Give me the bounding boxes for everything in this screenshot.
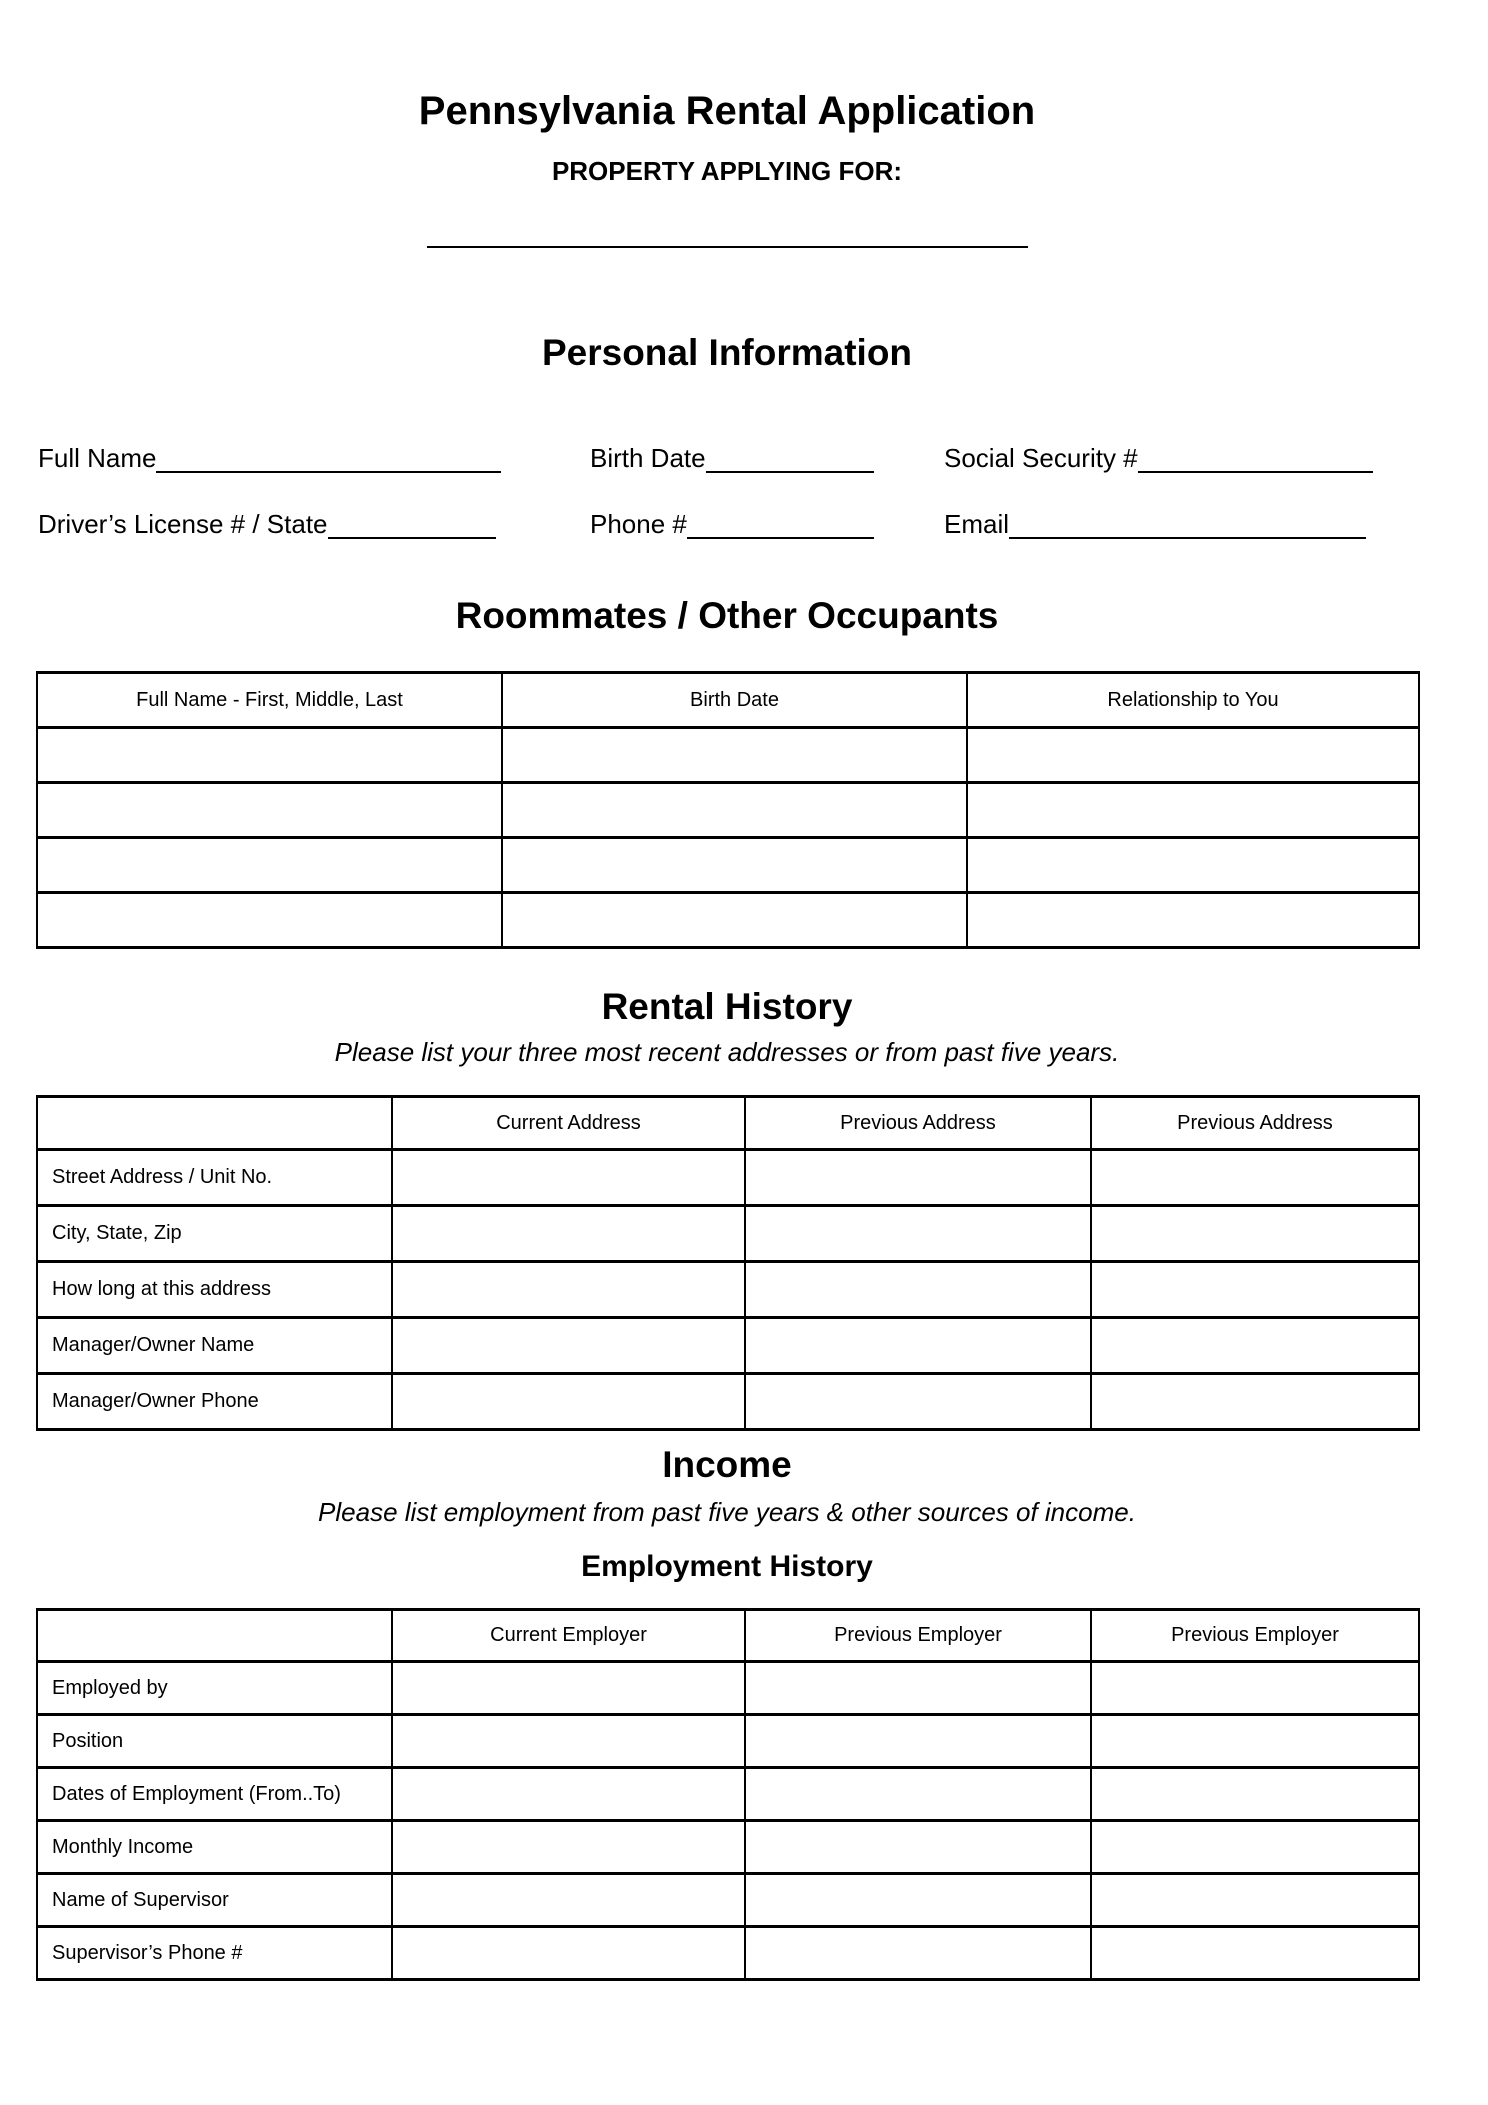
empty-fill-in-cell	[392, 1662, 745, 1715]
empty-fill-in-cell	[745, 1662, 1091, 1715]
column-header-cell: Previous Address	[745, 1097, 1091, 1150]
empty-fill-in-cell	[745, 1374, 1091, 1430]
row-label-cell: Manager/Owner Phone	[37, 1374, 392, 1430]
social-security-label: Social Security #	[944, 443, 1138, 473]
drivers-license-field	[38, 507, 496, 539]
empty-fill-in-cell	[745, 1927, 1091, 1980]
empty-fill-in-cell	[745, 1206, 1091, 1262]
row-label-cell: Supervisor’s Phone #	[37, 1927, 392, 1980]
rental-history-table	[36, 1095, 1420, 1431]
section-heading-roommates: Roommates / Other Occupants	[455, 595, 999, 636]
empty-fill-in-cell	[392, 1318, 745, 1374]
empty-fill-in-cell	[745, 1150, 1091, 1206]
empty-fill-in-cell	[1091, 1821, 1419, 1874]
employment-history-table	[36, 1608, 1420, 1981]
section-heading-personal-information: Personal Information	[541, 332, 913, 373]
email-fill-in-line	[1009, 507, 1366, 539]
drivers-license-fill-in-line	[328, 507, 496, 539]
row-label-cell: City, State, Zip	[37, 1206, 392, 1262]
empty-fill-in-cell	[392, 1206, 745, 1262]
empty-fill-in-cell	[392, 1374, 745, 1430]
row-label-cell: Manager/Owner Name	[37, 1318, 392, 1374]
empty-fill-in-cell	[1091, 1927, 1419, 1980]
employment-history-heading: Employment History	[581, 1550, 873, 1583]
birth-date-fill-in-line	[706, 441, 874, 473]
column-header-cell: Previous Address	[1091, 1097, 1419, 1150]
empty-fill-in-cell	[37, 728, 502, 783]
column-header-cell: Previous Employer	[1091, 1610, 1419, 1662]
column-header-cell	[37, 1097, 392, 1150]
empty-fill-in-cell	[1091, 1150, 1419, 1206]
empty-fill-in-cell	[745, 1262, 1091, 1318]
empty-fill-in-cell	[502, 783, 967, 838]
empty-fill-in-cell	[1091, 1206, 1419, 1262]
row-label-cell: How long at this address	[37, 1262, 392, 1318]
empty-fill-in-cell	[745, 1318, 1091, 1374]
empty-fill-in-cell	[1091, 1768, 1419, 1821]
empty-fill-in-cell	[502, 728, 967, 783]
empty-fill-in-cell	[502, 893, 967, 948]
phone-label: Phone #	[590, 509, 687, 539]
column-header-cell: Current Employer	[392, 1610, 745, 1662]
column-header-cell: Current Address	[392, 1097, 745, 1150]
empty-fill-in-cell	[392, 1768, 745, 1821]
empty-fill-in-cell	[392, 1262, 745, 1318]
social-security-fill-in-line	[1138, 441, 1373, 473]
full-name-field	[38, 441, 501, 473]
empty-fill-in-cell	[967, 783, 1419, 838]
birth-date-label: Birth Date	[590, 443, 706, 473]
empty-fill-in-cell	[392, 1874, 745, 1927]
column-header-cell: Previous Employer	[745, 1610, 1091, 1662]
empty-fill-in-cell	[1091, 1874, 1419, 1927]
social-security-field	[944, 441, 1373, 473]
empty-fill-in-cell	[392, 1821, 745, 1874]
full-name-label: Full Name	[38, 443, 157, 473]
empty-fill-in-cell	[967, 728, 1419, 783]
empty-fill-in-cell	[1091, 1662, 1419, 1715]
row-label-cell: Employed by	[37, 1662, 392, 1715]
row-label-cell: Name of Supervisor	[37, 1874, 392, 1927]
property-applying-for-label: PROPERTY APPLYING FOR:	[551, 156, 903, 186]
rental-history-subtitle: Please list your three most recent addresses or from past five years.	[334, 1037, 1120, 1067]
empty-fill-in-cell	[1091, 1318, 1419, 1374]
empty-fill-in-cell	[502, 838, 967, 893]
empty-fill-in-cell	[745, 1715, 1091, 1768]
row-label-cell: Position	[37, 1715, 392, 1768]
phone-field	[590, 507, 874, 539]
column-header-cell: Birth Date	[502, 673, 967, 728]
column-header-cell: Relationship to You	[967, 673, 1419, 728]
row-label-cell: Monthly Income	[37, 1821, 392, 1874]
email-label: Email	[944, 509, 1010, 539]
section-heading-rental-history: Rental History	[601, 986, 853, 1027]
page-title: Pennsylvania Rental Application	[418, 89, 1036, 133]
empty-fill-in-cell	[1091, 1262, 1419, 1318]
roommates-table	[36, 671, 1420, 949]
empty-fill-in-cell	[1091, 1374, 1419, 1430]
empty-fill-in-cell	[37, 838, 502, 893]
empty-fill-in-cell	[967, 838, 1419, 893]
row-label-cell: Dates of Employment (From..To)	[37, 1768, 392, 1821]
full-name-fill-in-line	[156, 441, 501, 473]
empty-fill-in-cell	[392, 1927, 745, 1980]
empty-fill-in-cell	[392, 1715, 745, 1768]
income-subtitle: Please list employment from past five years & other sources of income.	[318, 1497, 1136, 1527]
column-header-cell	[37, 1610, 392, 1662]
empty-fill-in-cell	[745, 1874, 1091, 1927]
email-field	[944, 507, 1366, 539]
section-heading-income: Income	[662, 1444, 792, 1485]
drivers-license-label: Driver’s License # / State	[38, 509, 328, 539]
row-label-cell: Street Address / Unit No.	[37, 1150, 392, 1206]
column-header-cell: Full Name - First, Middle, Last	[37, 673, 502, 728]
empty-fill-in-cell	[745, 1821, 1091, 1874]
empty-fill-in-cell	[392, 1150, 745, 1206]
empty-fill-in-cell	[745, 1768, 1091, 1821]
empty-fill-in-cell	[37, 783, 502, 838]
birth-date-field	[590, 441, 874, 473]
phone-fill-in-line	[687, 507, 874, 539]
empty-fill-in-cell	[967, 893, 1419, 948]
empty-fill-in-cell	[1091, 1715, 1419, 1768]
empty-fill-in-cell	[37, 893, 502, 948]
property-fill-in-line	[427, 246, 1028, 248]
